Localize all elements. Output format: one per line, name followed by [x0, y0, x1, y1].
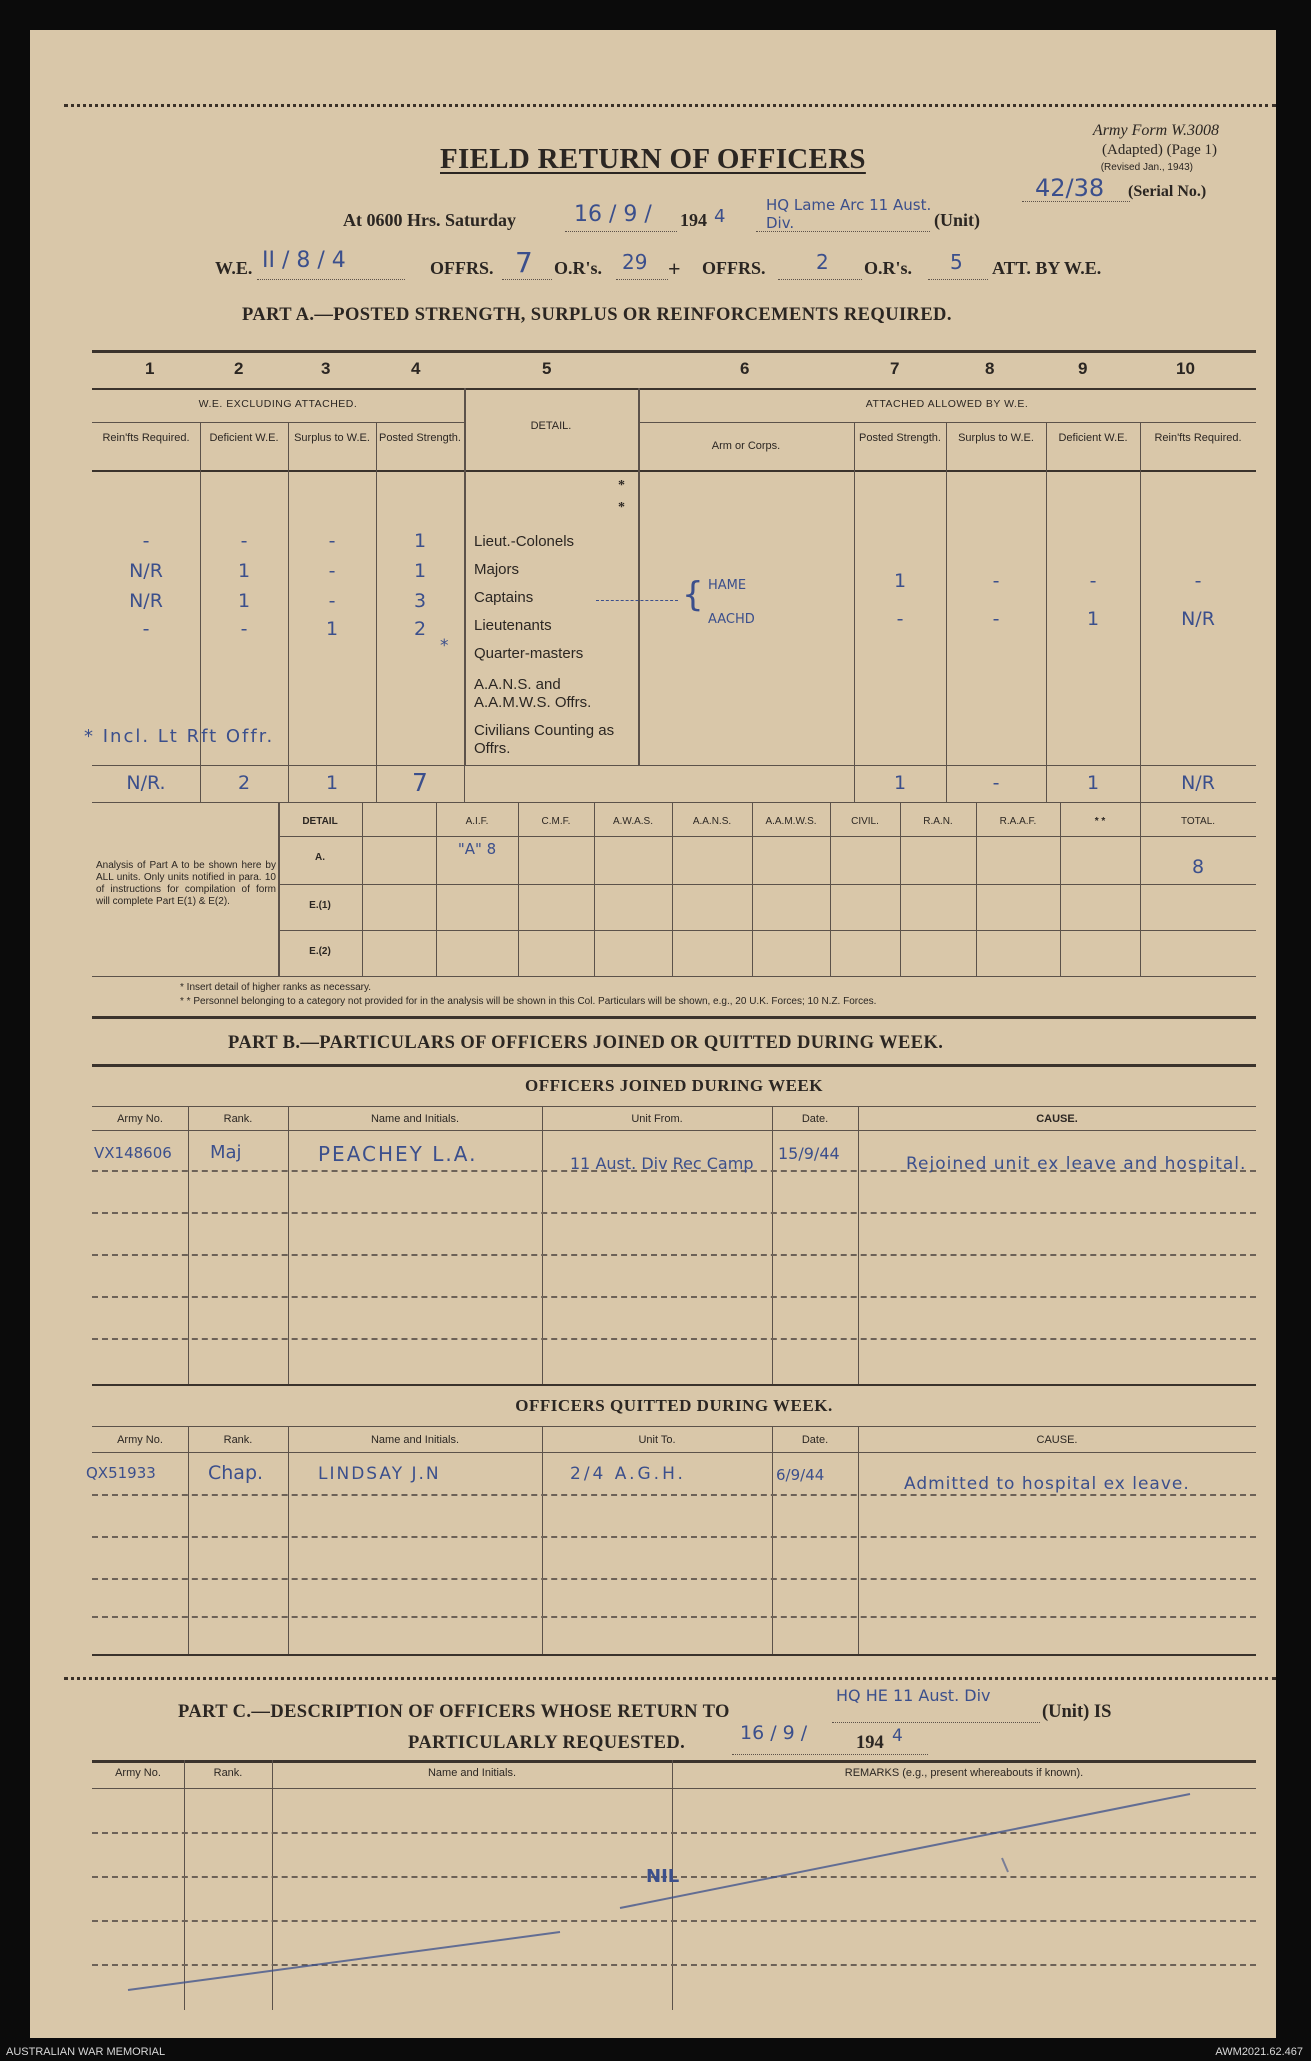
rr1-c8: -: [992, 570, 1000, 592]
year-hand: 4: [714, 206, 726, 227]
joined-rank-hand: Maj: [210, 1142, 242, 1163]
an-hdr-aans: A.A.N.S.: [692, 816, 732, 827]
an-hdr-aamws: A.A.M.W.S.: [765, 816, 817, 827]
r2-c3: -: [328, 560, 336, 582]
rr1-c7: 1: [893, 570, 907, 592]
form-number: Army Form W.3008: [1092, 122, 1219, 139]
col-num-1: 1: [145, 359, 155, 378]
hdr-surplus-left: Surplus to W.E.: [294, 432, 370, 444]
rank-aans: A.A.N.S. and A.A.M.W.S. Offrs.: [474, 676, 592, 711]
arm-hand-1: HAME: [708, 578, 747, 593]
r4-c4: 2: [413, 618, 427, 640]
rr2-c10: N/R: [1181, 608, 1215, 630]
hdr-reinfts-left: Rein'fts Required.: [102, 432, 190, 444]
r2-c4: 1: [413, 560, 427, 582]
rank-civilians: Civilians Counting as Offrs.: [474, 722, 615, 757]
col-num-8: 8: [985, 359, 995, 378]
rank-quartermasters: Quarter-masters: [474, 645, 584, 662]
part-c-hdr-remarks: REMARKS (e.g., present whereabouts if known).: [844, 1767, 1084, 1779]
r4-c3: 1: [325, 618, 339, 640]
r3-c4: 3: [413, 590, 427, 612]
we-hand: II / 8 / 4: [262, 248, 346, 273]
col-num-7: 7: [890, 359, 900, 378]
part-a-title: PART A.—POSTED STRENGTH, SURPLUS OR REINFORCEMENTS REQUIRED.: [242, 305, 952, 325]
r2-c2: 1: [237, 560, 251, 582]
total-c7: 1: [893, 772, 907, 794]
r3-c3: -: [328, 590, 336, 612]
quitted-rank-hand: Chap.: [208, 1462, 264, 1484]
total-c9: 1: [1086, 772, 1100, 794]
plus-sign: +: [668, 256, 681, 281]
an-hdr-civil: CIVIL.: [851, 816, 879, 827]
unit-hand: HQ Lame Arc 11 Aust. Div.: [766, 196, 932, 232]
star-2: *: [618, 500, 625, 515]
ors2-label: O.R's.: [864, 258, 913, 278]
an-row-e1: E.(1): [309, 900, 331, 911]
rr2-c9: 1: [1086, 608, 1100, 630]
rank-lieut-colonels: Lieut.-Colonels: [474, 533, 575, 550]
quitted-armyno-hand: QX51933: [86, 1464, 156, 1482]
quitted-hdr-unit: Unit To.: [638, 1434, 676, 1446]
incl-hand: * Incl. Lt Rft Offr.: [84, 726, 275, 747]
page-title: FIELD RETURN OF OFFICERS: [440, 143, 866, 175]
we-label: W.E.: [215, 258, 253, 278]
footnote-2: * * Personnel belonging to a category not provided for in the analysis will be shown in this Col. Particulars will be shown, e.g., 20 U.K. Forces; 10 N.Z. Forces.: [180, 996, 877, 1007]
quitted-hdr-cause: CAUSE.: [1036, 1434, 1078, 1446]
part-c-date-hand: 16 / 9 /: [740, 1722, 808, 1744]
an-row-e2: E.(2): [309, 946, 331, 957]
col-num-3: 3: [321, 359, 331, 378]
total-hand: 8: [1191, 856, 1205, 878]
hdr-arm-corps: Arm or Corps.: [711, 440, 781, 452]
total-c8: -: [992, 772, 1000, 794]
an-row-a: A.: [315, 852, 325, 863]
offrs2-hand: 2: [816, 250, 829, 274]
brace-hand: {: [682, 575, 704, 615]
serial-label: (Serial No.): [1128, 183, 1207, 200]
group-we-excluding: W.E. EXCLUDING ATTACHED.: [198, 398, 358, 410]
joined-title: OFFICERS JOINED DURING WEEK: [525, 1076, 823, 1095]
r4-c2: -: [240, 618, 248, 640]
part-c-hdr-name: Name and Initials.: [427, 1767, 517, 1779]
arm-hand-2: AACHD: [708, 612, 755, 627]
hdr-reinfts-right: Rein'fts Required.: [1154, 432, 1242, 444]
serial-number-hand: 42/38: [1035, 174, 1105, 202]
part-b-title: PART B.—PARTICULARS OF OFFICERS JOINED OR QUITTED DURING WEEK.: [228, 1033, 944, 1053]
part-c-title-a: PART C.—DESCRIPTION OF OFFICERS WHOSE RETURN TO: [178, 1702, 730, 1722]
col-num-10: 10: [1176, 359, 1195, 378]
quitted-hdr-rank: Rank.: [223, 1434, 253, 1446]
footer-left: AUSTRALIAN WAR MEMORIAL: [6, 2046, 166, 2058]
quitted-hdr-armyno: Army No.: [117, 1434, 163, 1446]
an-hdr-aif: A.I.F.: [465, 816, 489, 827]
unit-label: (Unit): [934, 210, 980, 230]
hdr-deficient-left: Deficient W.E.: [209, 432, 279, 444]
rank-majors: Majors: [474, 561, 520, 578]
total-c1: N/R.: [126, 772, 166, 794]
col-num-4: 4: [411, 359, 421, 378]
hdr-posted-right: Posted Strength.: [859, 432, 941, 444]
an-hdr-ran: R.A.N.: [923, 816, 953, 827]
part-c-unit-label: (Unit) IS: [1042, 1702, 1112, 1722]
rr2-c8: -: [992, 608, 1000, 630]
aif-hand: "A" 8: [457, 840, 497, 858]
ors-label: O.R's.: [554, 258, 603, 278]
r3-c1: N/R: [129, 590, 163, 612]
joined-name-hand: PEACHEY L.A.: [318, 1142, 478, 1166]
form-revised: (Revised Jan., 1943): [1100, 162, 1193, 173]
r1-c4: 1: [413, 530, 427, 552]
offrs2-label: OFFRS.: [702, 258, 766, 278]
joined-hdr-rank: Rank.: [223, 1113, 253, 1125]
total-c4: 7: [412, 768, 428, 797]
an-hdr-detail: DETAIL: [302, 816, 338, 827]
star-1: *: [618, 478, 625, 493]
quitted-title: OFFICERS QUITTED DURING WEEK.: [515, 1396, 833, 1415]
quitted-name-hand: LINDSAY J.N: [318, 1464, 441, 1484]
joined-date-hand: 15/9/44: [778, 1144, 840, 1163]
form-adapted: (Adapted) (Page 1): [1102, 142, 1217, 158]
part-c-hdr-armyno: Army No.: [115, 1767, 161, 1779]
offrs-hand: 7: [515, 246, 533, 279]
quitted-cause-hand: Admitted to hospital ex leave.: [904, 1474, 1190, 1494]
hdr-surplus-right: Surplus to W.E.: [958, 432, 1034, 444]
joined-hdr-date: Date.: [801, 1113, 829, 1125]
footer-right: AWM2021.62.467: [1215, 2046, 1303, 2058]
joined-cause-hand: Rejoined unit ex leave and hospital.: [906, 1154, 1247, 1174]
part-c-year: 194: [856, 1733, 884, 1753]
quitted-unit-hand: 2/4 A.G.H.: [570, 1464, 686, 1484]
hdr-posted-left: Posted Strength.: [379, 432, 461, 444]
part-c-hdr-rank: Rank.: [213, 1767, 243, 1779]
col-num-6: 6: [740, 359, 750, 378]
part-c-title-b: PARTICULARLY REQUESTED.: [408, 1733, 686, 1753]
group-attached: ATTACHED ALLOWED BY W.E.: [865, 398, 1029, 410]
an-hdr-raaf: R.A.A.F.: [999, 816, 1037, 827]
an-hdr-other: * *: [1094, 816, 1106, 827]
quitted-hdr-date: Date.: [801, 1434, 829, 1446]
joined-hdr-unit: Unit From.: [631, 1113, 683, 1125]
r1-c1: -: [142, 530, 150, 552]
offrs-label: OFFRS.: [430, 258, 494, 278]
an-hdr-cmf: C.M.F.: [541, 816, 571, 827]
joined-hdr-name: Name and Initials.: [370, 1113, 460, 1125]
ors2-hand: 5: [950, 250, 963, 274]
joined-unit-hand: 11 Aust. Div Rec Camp: [570, 1154, 754, 1173]
total-c2: 2: [237, 772, 251, 794]
col-num-2: 2: [234, 359, 244, 378]
quitted-hdr-name: Name and Initials.: [370, 1434, 460, 1446]
year-label: 194: [680, 210, 707, 230]
footnote-1: * Insert detail of higher ranks as necessary.: [180, 982, 372, 993]
r2-c1: N/R: [129, 560, 163, 582]
nil-hand: NIL: [646, 1866, 680, 1887]
part-c-year-hand: 4: [892, 1726, 903, 1746]
rank-captains: Captains: [474, 589, 534, 606]
ors-hand: 29: [622, 250, 648, 274]
r4-c1: -: [142, 618, 150, 640]
date-hand: 16 / 9 /: [574, 202, 652, 227]
hdr-deficient-right: Deficient W.E.: [1058, 432, 1128, 444]
qm-star-hand: *: [440, 636, 449, 656]
part-c-unit-hand: HQ HE 11 Aust. Div: [836, 1686, 991, 1705]
att-label: ATT. BY W.E.: [992, 258, 1102, 278]
at-hours-label: At 0600 Hrs. Saturday: [343, 210, 517, 230]
r1-c2: -: [240, 530, 248, 552]
total-c10: N/R: [1181, 772, 1215, 794]
analysis-note: Analysis of Part A to be shown here by ALL units. Only units notified in para. 10 of instructions for compilation of form will complete Part E(1) & E(2).: [96, 860, 276, 907]
r3-c2: 1: [237, 590, 251, 612]
an-hdr-total: TOTAL.: [1180, 816, 1216, 827]
r1-c3: -: [328, 530, 336, 552]
col-num-9: 9: [1078, 359, 1088, 378]
rr2-c7: -: [896, 608, 904, 630]
joined-armyno-hand: VX148606: [94, 1144, 172, 1162]
rr1-c10: -: [1194, 570, 1202, 592]
joined-hdr-cause: CAUSE.: [1036, 1113, 1078, 1125]
an-hdr-awas: A.W.A.S.: [612, 816, 653, 827]
joined-hdr-armyno: Army No.: [117, 1113, 163, 1125]
detail-header: DETAIL.: [530, 420, 572, 432]
quitted-date-hand: 6/9/44: [776, 1466, 825, 1484]
col-num-5: 5: [542, 359, 552, 378]
rr1-c9: -: [1089, 570, 1097, 592]
total-c3: 1: [325, 772, 339, 794]
rank-lieutenants: Lieutenants: [474, 617, 552, 634]
